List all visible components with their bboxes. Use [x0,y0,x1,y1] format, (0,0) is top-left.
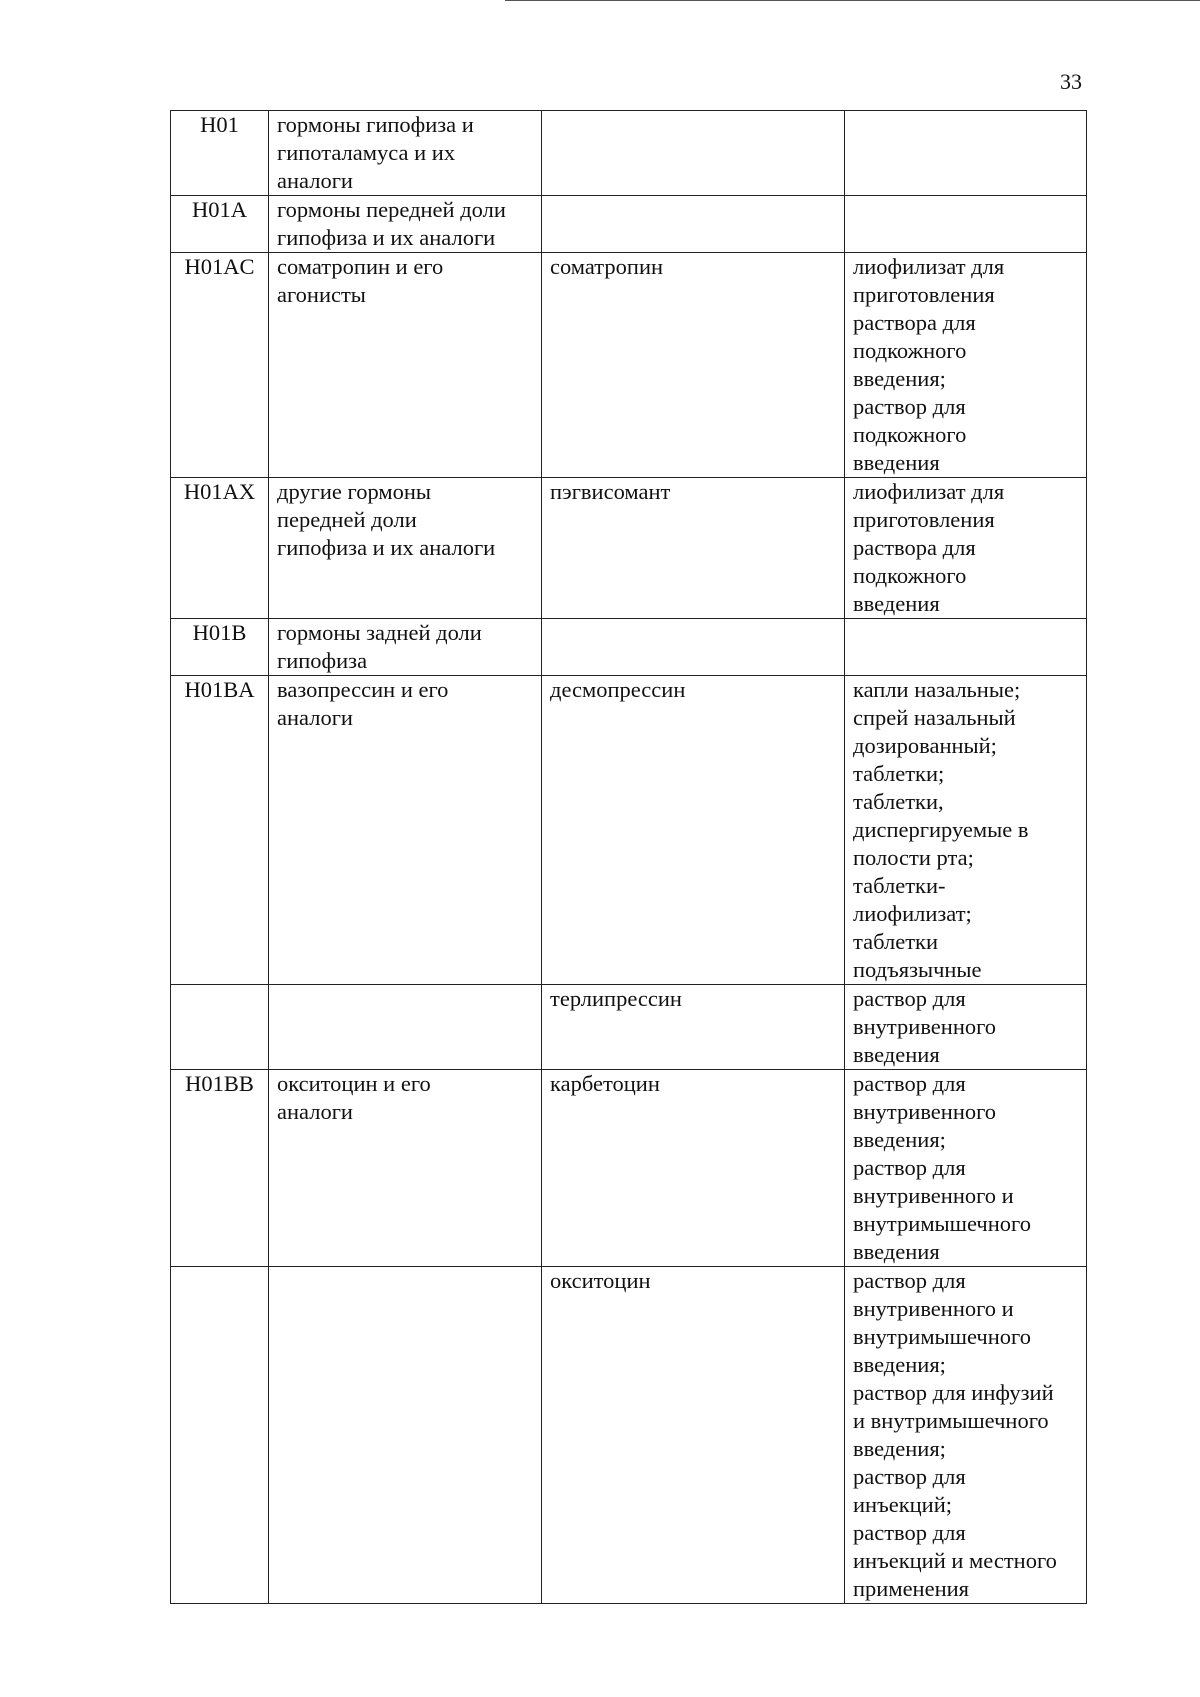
drug-name-cell: пэгвисомант [542,478,845,619]
group-name-cell: соматропин и его агонисты [269,253,542,478]
table-row [171,676,1087,985]
drug-name-cell: карбетоцин [542,1070,845,1267]
drug-name-cell [542,619,845,676]
dosage-form-cell: капли назальные; спрей назальный дозированный; таблетки; таблетки, диспергируемые в полости рта; таблетки- лиофилизат; таблетки подъязычные [845,676,1087,985]
dosage-form-cell: лиофилизат для приготовления раствора для подкожного введения [845,478,1087,619]
table-row [171,1070,1087,1267]
scan-top-rule [505,0,1200,1]
atc-code-cell: H01BB [171,1070,269,1267]
drug-name-cell: соматропин [542,253,845,478]
table-row [171,196,1087,253]
atc-code-cell: H01B [171,619,269,676]
drug-name-cell [542,196,845,253]
atc-drug-table [170,110,1087,1604]
group-name-cell [269,985,542,1070]
dosage-form-cell [845,196,1087,253]
dosage-form-cell [845,111,1087,196]
table-row [171,985,1087,1070]
table-row [171,1267,1087,1604]
atc-code-cell: H01AC [171,253,269,478]
drug-name-cell: терлипрессин [542,985,845,1070]
group-name-cell: гормоны гипофиза и гипоталамуса и их аналоги [269,111,542,196]
group-name-cell: гормоны задней доли гипофиза [269,619,542,676]
group-name-cell: вазопрессин и его аналоги [269,676,542,985]
atc-code-cell [171,985,269,1070]
dosage-form-cell: раствор для внутривенного и внутримышечного введения; раствор для инфузий и внутримышечного введения; раствор для инъекций; раствор для инъекций и местного применения [845,1267,1087,1604]
drug-name-cell: окситоцин [542,1267,845,1604]
group-name-cell: окситоцин и его аналоги [269,1070,542,1267]
dosage-form-cell: раствор для внутривенного введения; раствор для внутривенного и внутримышечного введения [845,1070,1087,1267]
table-row [171,111,1087,196]
group-name-cell: другие гормоны передней доли гипофиза и их аналоги [269,478,542,619]
atc-code-cell: H01AX [171,478,269,619]
page-number: 33 [1060,69,1082,94]
group-name-cell [269,1267,542,1604]
drug-name-cell: десмопрессин [542,676,845,985]
dosage-form-cell [845,619,1087,676]
atc-code-cell [171,1267,269,1604]
table-row [171,619,1087,676]
dosage-form-cell: лиофилизат для приготовления раствора для подкожного введения; раствор для подкожного введения [845,253,1087,478]
atc-code-cell: H01A [171,196,269,253]
dosage-form-cell: раствор для внутривенного введения [845,985,1087,1070]
atc-code-cell: H01 [171,111,269,196]
atc-code-cell: H01BA [171,676,269,985]
drug-name-cell [542,111,845,196]
table-row [171,253,1087,478]
group-name-cell: гормоны передней доли гипофиза и их аналоги [269,196,542,253]
table-row [171,478,1087,619]
